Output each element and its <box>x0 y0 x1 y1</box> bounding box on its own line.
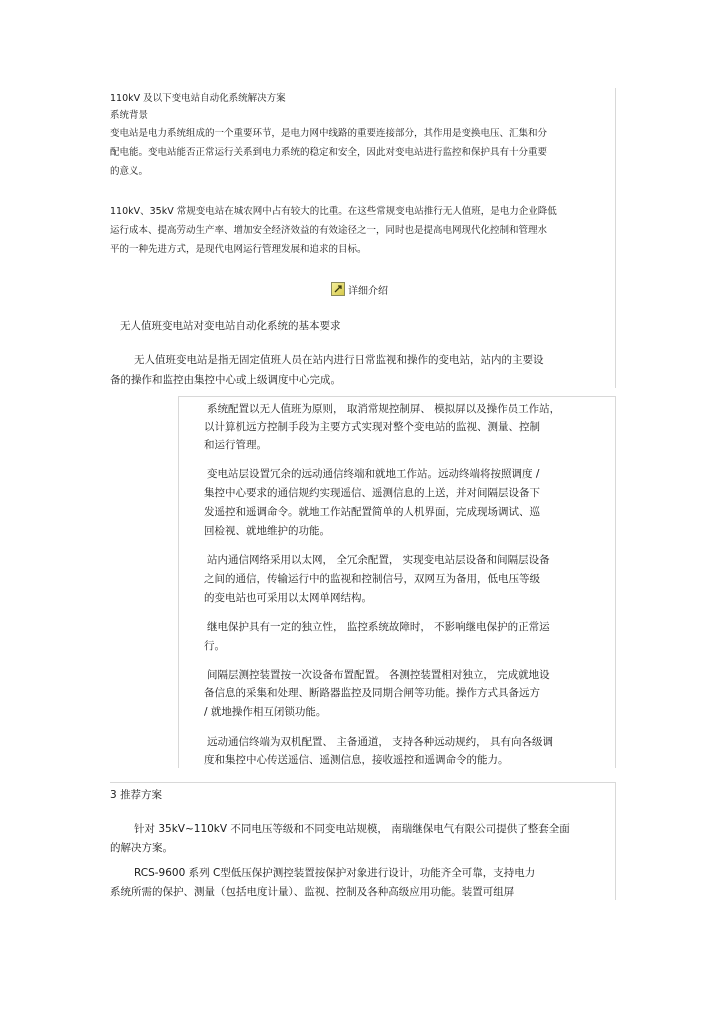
paragraph-line: 运行成本、提高劳动生产率、增加安全经济效益的有效途径之一，同时也是提高电网现代化控制和管理水 <box>110 225 548 236</box>
list-item-line: 回检视、就地维护的功能。 <box>204 525 330 537</box>
detail-link[interactable] <box>331 281 388 297</box>
document-title: 110kV 及以下变电站自动化系统解决方案 <box>110 93 286 104</box>
paragraph-line: 平的一种先进方式，是现代电网运行管理发展和追求的目标。 <box>110 244 367 255</box>
paragraph-line: 针对 35kV~110kV 不同电压等级和不同变电站规模， 南瑞继保电气有限公司提供了整套全面 <box>134 823 570 835</box>
paragraph-line: 备的操作和监控由集控中心或上级调度中心完成。 <box>110 374 341 386</box>
detail-icon <box>331 282 345 296</box>
paragraph-line: 系统所需的保护、测量（包括电度计量）、监视、控制及各种高级应用功能。装置可组屏 <box>110 886 515 898</box>
section-subtitle: 系统背景 <box>110 110 149 121</box>
list-item-line: 以计算机远方控制手段为主要方式实现对整个变电站的监视、测量、控制 <box>204 421 540 433</box>
box-border <box>615 396 616 768</box>
list-item-line: 远动通信终端为双机配置、 主备通道， 支持各种远动规约， 具有向各级调 <box>207 736 554 748</box>
list-item-line: 系统配置以无人值班为原则， 取消常规控制屏、 模拟屏以及操作员工作站， <box>207 403 561 415</box>
section-heading: 无人值班变电站对变电站自动化系统的基本要求 <box>120 320 341 332</box>
list-item-line: 之间的通信，传输运行中的监视和控制信号，双网互为备用，低电压等级 <box>204 573 540 585</box>
list-item-line: 的变电站也可采用以太网单网结构。 <box>204 592 372 604</box>
list-item-line: 备信息的采集和处理、断路器监控及同期合闸等功能。操作方式具备远方 <box>204 687 540 699</box>
paragraph-line: 无人值班变电站是指无固定值班人员在站内进行日常监视和操作的变电站，站内的主要设 <box>134 354 544 366</box>
box-border <box>615 88 616 388</box>
section-heading: 3 推荐方案 <box>110 789 163 801</box>
list-item-line: / 就地操作相互闭锁功能。 <box>204 706 327 718</box>
list-item-line: 集控中心要求的通信规约实现遥信、遥测信息的上送，并对间隔层设备下 <box>204 487 540 499</box>
paragraph-line: 配电能。变电站能否正常运行关系到电力系统的稳定和安全，因此对变电站进行监控和保护具有十分重要 <box>110 147 548 158</box>
list-item-line: 继电保护具有一定的独立性， 监控系统故障时， 不影响继电保护的正常运 <box>207 621 550 633</box>
paragraph-line: RCS-9600 系列 C型低压保护测控装置按保护对象进行设计，功能齐全可靠，支持电力 <box>134 867 536 879</box>
list-item-line: 度和集控中心传送遥信、遥测信息，接收遥控和遥调命令的能力。 <box>204 754 509 766</box>
box-border <box>178 396 615 397</box>
list-item-line: 间隔层测控装置按一次设备布置配置。 各测控装置相对独立， 完成就地设 <box>207 669 550 681</box>
list-item-line: 行。 <box>204 640 225 652</box>
list-item-line: 站内通信网络采用以太网， 全冗余配置， 实现变电站层设备和间隔层设备 <box>207 554 550 566</box>
detail-link-label: 详细介绍 <box>348 285 388 297</box>
paragraph-line: 的解决方案。 <box>110 842 173 854</box>
box-border <box>178 396 179 768</box>
paragraph-line: 110kV、35kV 常规变电站在城农网中占有较大的比重。在这些常规变电站推行无人值班，是电力企业降低 <box>110 206 557 217</box>
list-item-line: 和运行管理。 <box>204 439 267 451</box>
paragraph-line: 变电站是电力系统组成的一个重要环节，是电力网中线路的重要连接部分，其作用是变换电压、汇集和分 <box>110 128 548 139</box>
list-item-line: 变电站层设置冗余的远动通信终端和就地工作站。远动终端将按照调度 / <box>207 468 540 480</box>
paragraph-line: 的意义。 <box>110 166 149 177</box>
box-border <box>110 782 615 783</box>
list-item-line: 发遥控和遥调命令。就地工作站配置简单的人机界面，完成现场调试、巡 <box>204 506 540 518</box>
box-border <box>615 782 616 900</box>
